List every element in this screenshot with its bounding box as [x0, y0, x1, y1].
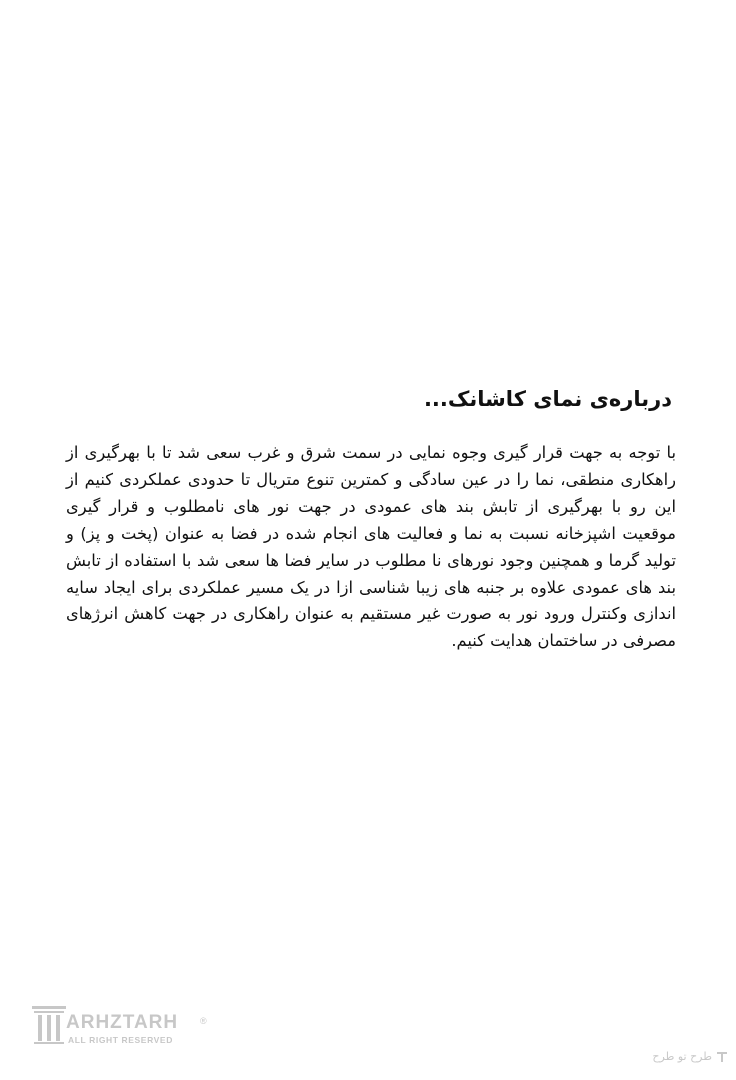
logo-tagline: ALL RIGHT RESERVED — [68, 1035, 173, 1045]
logo-wordmark: ARHZTARH — [66, 1012, 179, 1033]
tarhztarh-logo — [30, 1000, 207, 1052]
body-paragraph: با توجه به جهت قرار گیری وجوه نمایی در سمت شرق و غرب سعی شد تا با بهرگیری از راهکاری منطقی، نما را در عین سادگی و کمترین تنوع متریال تا حدودی عملکردی کنیم از این رو با بهرگیری از تابش بند های عمودی در جهت نور های نامطلوب و قرار گیری موقعیت اشپزخانه نسبت به نما و فعالیت های انجام شده در فضا به عنوان (پخت و پز) و تولید گرما و همچنین وجود نورهای نا مطلوب در سایر فضا ها سعی شد با استفاده از تابش بند های عمودی علاوه بر جنبه های زیبا شناسی ازا در یک مسیر عملکردی برای ایجاد سایه اندازی وکنترل ورود نور به صورت غیر مستقیم به عنوان راهکاری در جهت کاهش انرژهای مصرفی در ساختمان هدایت کنیم. — [66, 443, 676, 651]
watermark-logo-icon — [716, 1051, 728, 1063]
watermark — [652, 1050, 728, 1063]
page-title: درباره‌ی نمای کاشانک... — [423, 387, 672, 411]
registered-mark: ® — [200, 1016, 207, 1026]
watermark-text: طرح تو طرح — [652, 1050, 712, 1063]
